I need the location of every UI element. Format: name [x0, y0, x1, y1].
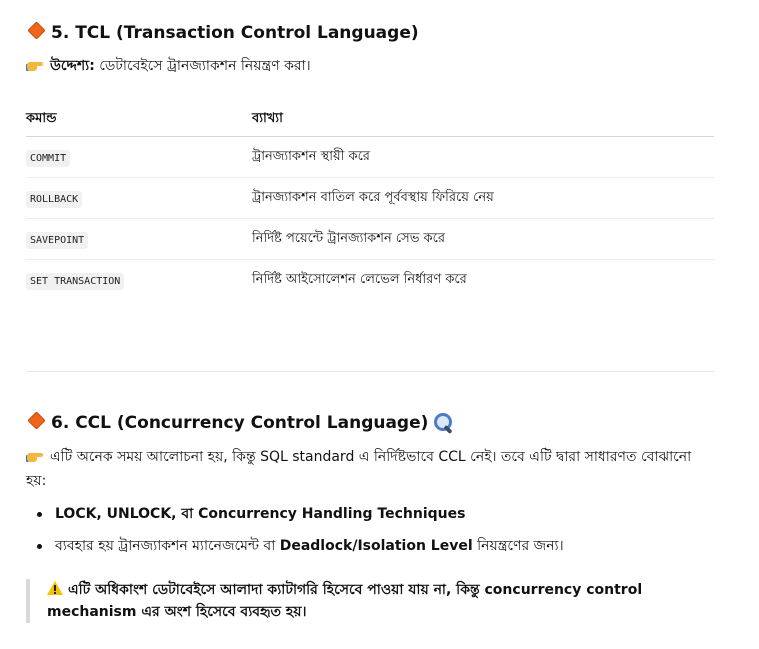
warning-note [26, 579, 707, 623]
column-header-description: ব্যাখ্যা [252, 102, 714, 137]
bullet-1-text: LOCK, UNLOCK, বা Concurrency Handling Techniques [55, 506, 466, 522]
purpose-line [26, 54, 311, 78]
orange-diamond-icon [27, 21, 45, 39]
pointing-hand-icon [26, 58, 44, 72]
table-row [26, 260, 714, 301]
table-row [26, 178, 714, 219]
pointing-hand-icon [26, 449, 44, 463]
table-row [26, 137, 714, 178]
bullet-2-prefix: ব্যবহার হয় ট্রানজ্যাকশন ম্যানেজমেন্ট বা [55, 538, 280, 554]
tcl-command-table [26, 102, 714, 300]
bullet-2-bold: Deadlock/Isolation Level [279, 538, 473, 554]
note-line-2: mechanism এর অংশ হিসেবে ব্যবহৃত হয়। [47, 604, 307, 620]
intro-line-2: হয়: [26, 473, 47, 489]
command-code: ROLLBACK [26, 191, 82, 208]
intro-text-1: এটি অনেক সময় আলোচনা হয়, কিন্তু SQL standard এ নির্দিষ্টভাবে CCL নেই। তবে এটি দ্বারা সাধারণত বোঝানো [50, 449, 692, 465]
list-item [26, 502, 716, 534]
table-row [26, 219, 714, 260]
command-code: SAVEPOINT [26, 232, 88, 249]
command-code: SET TRANSACTION [26, 273, 124, 290]
purpose-text: ডেটাবেইসে ট্রানজ্যাকশন নিয়ন্ত্রণ করা। [99, 58, 311, 74]
intro-line-1 [26, 445, 691, 469]
ccl-bullet-list [26, 502, 716, 566]
purpose-label: উদ্দেশ্য: [50, 58, 95, 74]
section-6-heading [26, 412, 456, 434]
orange-diamond-icon [27, 411, 45, 429]
column-header-command: কমান্ড [26, 102, 252, 137]
warning-icon [47, 581, 63, 595]
command-description: ট্রানজ্যাকশন বাতিল করে পূর্ববস্থায় ফিরিয়ে নেয় [252, 178, 714, 219]
list-item [26, 534, 716, 566]
table-header-row [26, 102, 714, 137]
bullet-2-suffix: নিয়ন্ত্রণের জন্য। [472, 538, 564, 554]
section-5-heading [26, 22, 419, 44]
command-code: COMMIT [26, 150, 70, 167]
section-5-heading-text: 5. TCL (Transaction Control Language) [51, 23, 419, 43]
command-description: নির্দিষ্ট পয়েন্টে ট্রানজ্যাকশন সেভ করে [252, 219, 714, 260]
section-divider [26, 371, 714, 372]
command-description: ট্রানজ্যাকশন স্থায়ী করে [252, 137, 714, 178]
note-line-1 [47, 579, 707, 601]
note-text-1: এটি অধিকাংশ ডেটাবেইসে আলাদা ক্যাটাগরি হিসেবে পাওয়া যায় না, কিন্তু concurrency control [68, 582, 643, 598]
magnifying-glass-icon [432, 412, 456, 434]
command-description: নির্দিষ্ট আইসোলেশন লেভেল নির্ধারণ করে [252, 271, 467, 287]
section-6-heading-text: 6. CCL (Concurrency Control Language) [51, 413, 429, 433]
